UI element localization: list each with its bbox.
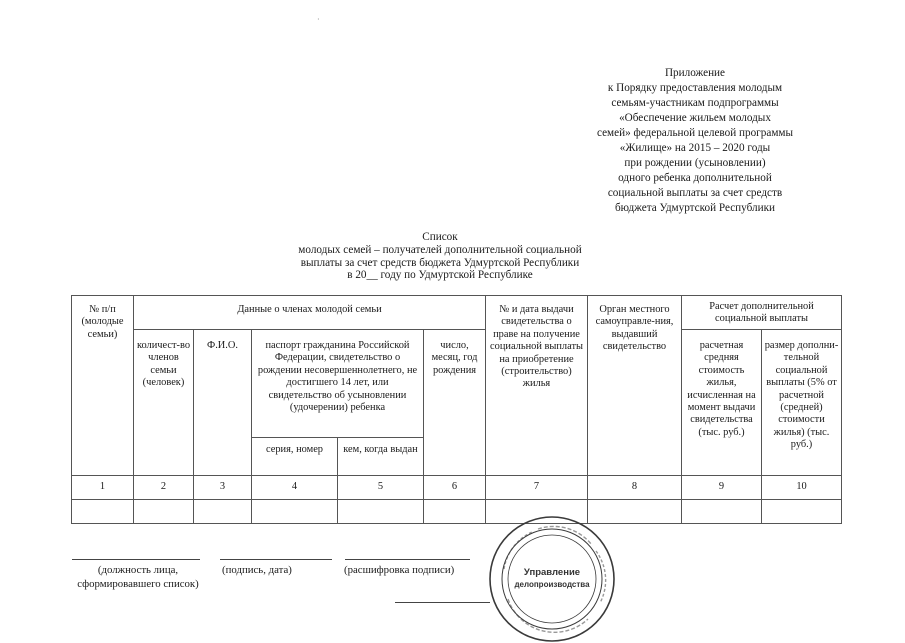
list-title-line: выплаты за счет средств бюджета Удмуртской Республики [300,256,580,269]
appendix-line: семей» федеральной целевой программы [596,127,793,139]
header-series: серия, номер [252,438,338,476]
appendix-header [560,66,830,216]
list-title-line: молодых семей – получателей дополнительной социальной [298,243,582,256]
scan-mark: · [317,15,320,24]
appendix-line: к Порядку предоставления молодым [607,82,783,94]
appendix-line: Приложение [664,67,726,79]
column-number: 8 [588,476,682,500]
position-caption: (должность лица, сформировавшего список) [77,564,199,590]
list-title [260,231,620,282]
appendix-line: при рождении (усыновлении) [624,157,766,169]
stamp-center-line2: делопроизводства [514,580,590,589]
table-cell [762,500,842,524]
stamp-line [395,602,490,603]
column-number: 6 [424,476,486,500]
stamp-center-line1: Управление [523,567,581,578]
header-cost: расчетная средняя стоимость жилья, исчисленная на момент выдачи свидетельства (тыс. руб.) [682,330,762,476]
appendix-line: «Жилище» на 2015 – 2020 годы [619,142,771,154]
header-issued: кем, когда выдан [338,438,424,476]
list-title-line: Список [422,231,458,243]
signature-line [220,559,332,560]
families-table [71,295,842,524]
header-fio: Ф.И.О. [194,330,252,476]
header-count: количест-во членов семьи (человек) [134,330,194,476]
header-authority: Орган местного самоуправле-ния, выдавший свидетельство [588,296,682,476]
column-number: 4 [252,476,338,500]
column-number: 1 [72,476,134,500]
table-row [72,500,842,524]
appendix-line: одного ребенка дополнительной [618,172,772,184]
table-cell [134,500,194,524]
table-cell [424,500,486,524]
official-stamp [488,515,616,643]
column-number-row [72,476,842,500]
table-cell [72,500,134,524]
decoding-line [345,559,470,560]
header-members-group: Данные о членах молодой семьи [134,296,486,330]
header-birth: число, месяц, год рождения [424,330,486,476]
header-calc-group: Расчет дополнительной социальной выплаты [682,296,842,330]
list-title-line: в 20__ году по Удмуртской Республике [347,269,533,282]
column-number: 9 [682,476,762,500]
column-number: 3 [194,476,252,500]
appendix-line: «Обеспечение жильем молодых [619,112,771,124]
table-cell [682,500,762,524]
table-cell [194,500,252,524]
column-number: 7 [486,476,588,500]
position-line [72,559,200,560]
decoding-caption: (расшифровка подписи) [344,564,455,576]
signature-caption: (подпись, дата) [222,564,292,576]
column-number: 2 [134,476,194,500]
column-number: 10 [762,476,842,500]
header-num: № п/п (молодые семьи) [72,296,134,476]
column-number: 5 [338,476,424,500]
header-certificate: № и дата выдачи свидетельства о праве на получение социальной выплаты на приобретение (строительство) жилья [486,296,588,476]
appendix-line: бюджета Удмуртской Республики [614,202,776,214]
appendix-line: семьям-участникам подпрограммы [611,97,779,109]
table-cell [338,500,424,524]
header-amount: размер дополни-тельной социальной выплаты (5% от расчетной (средней) стоимости жилья) (тыс. руб.) [762,330,842,476]
header-passport: паспорт гражданина Российской Федерации, свидетельство о рождении несовершеннолетнего, не достигшего 14 лет, или свидетельство об усыновлении (удочерении) ребенка [252,330,424,438]
table-cell [252,500,338,524]
appendix-line: социальной выплаты за счет средств [607,187,783,199]
